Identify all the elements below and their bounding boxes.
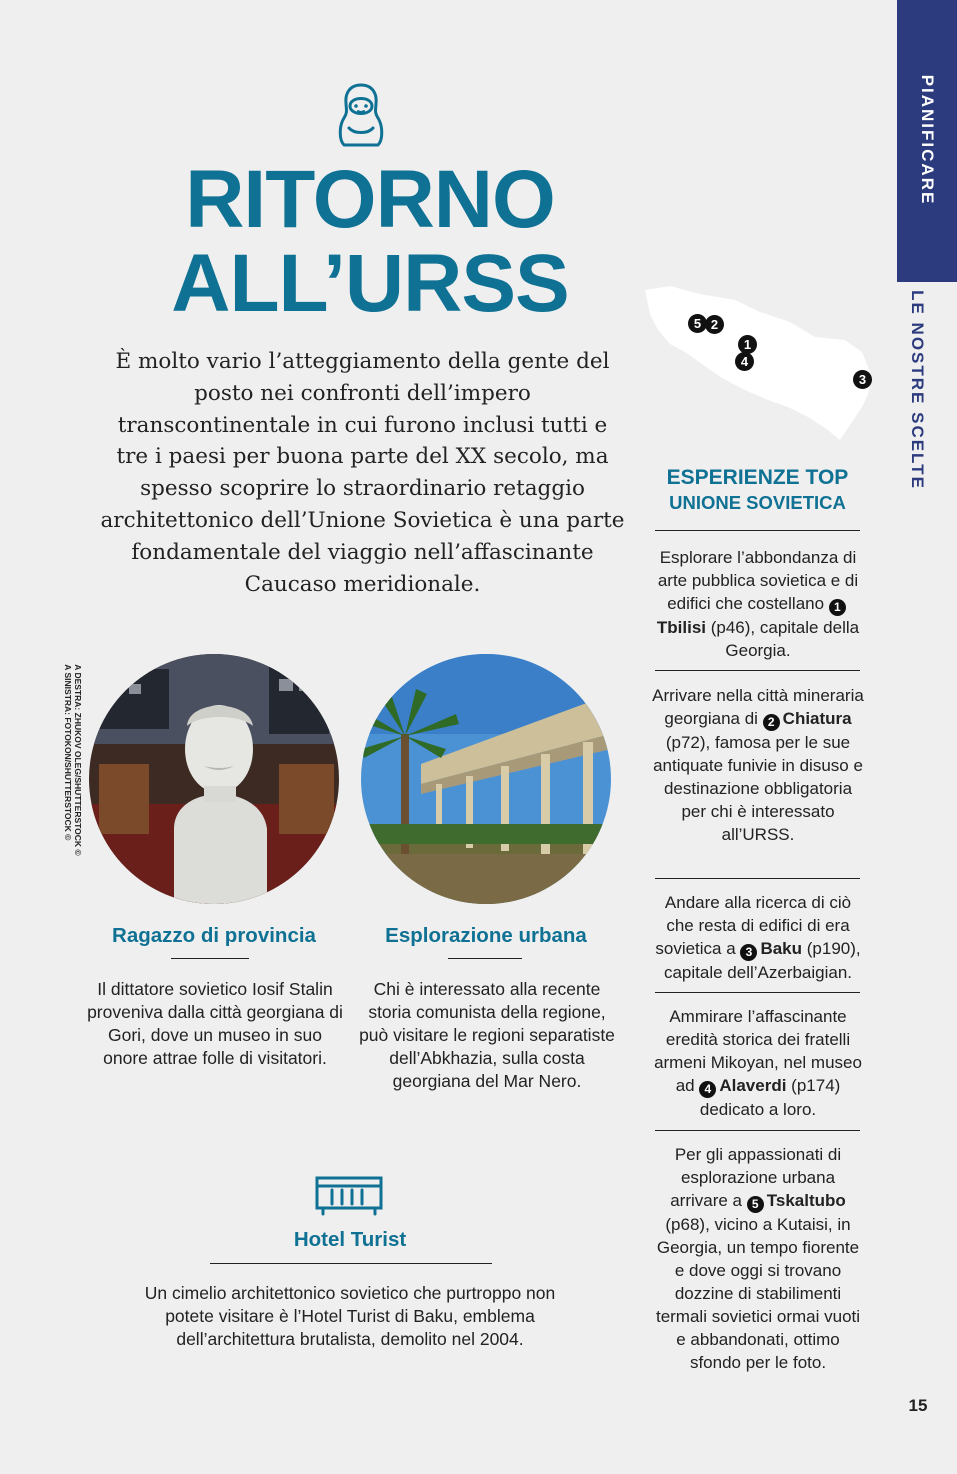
caucasus-map — [640, 282, 880, 442]
experience-text: Per gli appassionati di esplorazione urbana arrivare a — [670, 1145, 842, 1210]
experience-item — [652, 1143, 864, 1374]
section-divider — [448, 958, 522, 959]
subsection-tab-label: LE NOSTRE SCELTE — [908, 290, 927, 490]
experience-number: 5 — [747, 1196, 764, 1213]
stalin-bust-illustration — [89, 654, 339, 904]
map-marker: 4 — [735, 352, 754, 371]
page-title — [150, 154, 590, 329]
experience-item — [652, 546, 864, 662]
section-body-esplorazione: Chi è interessato alla recente storia comunista della regione, può visitare le regioni separatiste dell’Abkhazia, sulla costa georgiana del Mar Nero. — [359, 979, 615, 1091]
experience-text: (p46), capitale della Georgia. — [710, 618, 860, 660]
experiences-heading — [655, 465, 860, 515]
experience-text: (p68), vicino a Kutaisi, in Georgia, un tempo fiorente e dove oggi si trovano dozzine di stabilimenti termali sovietici ormai vuoti e abbandonati, ottimo sfondo per le foto. — [655, 1215, 861, 1372]
section-divider — [171, 958, 249, 959]
experience-number: 1 — [829, 599, 846, 616]
experience-item — [652, 1005, 864, 1121]
map-marker: 1 — [738, 335, 757, 354]
experience-place: Baku — [760, 939, 803, 958]
page-number: 15 — [908, 1396, 928, 1415]
experience-number: 3 — [740, 944, 757, 961]
experiences-divider — [655, 670, 860, 671]
photo-credit — [63, 664, 83, 855]
map-marker: 3 — [853, 370, 872, 389]
map-marker: 5 — [688, 314, 707, 333]
experience-number: 2 — [763, 714, 780, 731]
hotel-building-icon — [314, 1174, 384, 1218]
experience-text: (p190), capitale dell’Azerbaigian. — [663, 939, 861, 982]
section-divider — [210, 1263, 492, 1264]
section-tab — [897, 0, 957, 282]
experience-place: Alaverdi — [719, 1076, 787, 1095]
section-heading-esplorazione: Esplorazione urbana — [385, 924, 587, 947]
page-title-line1: RITORNO — [185, 154, 555, 245]
section-body-provincia: Il dittatore sovietico Iosif Stalin proveniva dalla città georgiana di Gori, dove un museo in suo onore attrae folle di visitatori. — [87, 979, 343, 1068]
experience-text: Andare alla ricerca di ciò che resta di edifici di era sovietica a — [655, 893, 852, 958]
experience-place: Chiatura — [782, 709, 852, 728]
experience-item — [652, 891, 864, 984]
section-heading-hotel-turist: Hotel Turist — [293, 1228, 407, 1251]
section-body-hotel-turist: Un cimelio architettonico sovietico che purtroppo non potete visitare è l’Hotel Turist di Baku, emblema dell’architettura brutalista, demolito nel 2004. — [144, 1283, 556, 1349]
experience-place: Tskaltubo — [766, 1191, 846, 1210]
experiences-heading-line1: ESPERIENZE TOP — [666, 466, 849, 489]
experience-text: (p72), famosa per le sue antiquate funivie in disuso e destinazione obbligatoria per chi è interessato all’URSS. — [653, 733, 863, 844]
intro-paragraph: È molto vario l’atteggiamento della gente del posto nei confronti dell’impero transcontinentale in cui furono inclusi tutti e tre i paesi per buona parte del XX secolo, ma spesso scoprire lo straordinario retaggio architettonico dell’Unione Sovietica è una parte fondamentale del viaggio nell’affascinante Caucaso meridionale. — [100, 349, 625, 597]
experience-number: 4 — [699, 1081, 716, 1098]
photo-credit-line2: A SINISTRA: FOTOKON/SHUTTERSTOCK © — [63, 664, 73, 841]
experience-text: Esplorare l’abbondanza di arte pubblica sovietica e di edifici che costellano — [657, 548, 859, 613]
subsection-tab — [897, 282, 957, 502]
page-title-line2: ALL’URSS — [171, 238, 569, 329]
section-tab-label: PIANIFICARE — [918, 74, 937, 206]
experiences-divider — [655, 1130, 860, 1131]
experience-text: Arrivare nella città mineraria georgiana di — [652, 686, 864, 728]
experience-text: (p174) dedicato a loro. — [699, 1076, 841, 1119]
experiences-divider — [655, 992, 860, 993]
stalin-bust-photo — [89, 654, 339, 904]
map-marker: 2 — [705, 315, 724, 334]
experiences-divider — [655, 530, 860, 531]
section-heading-provincia: Ragazzo di provincia — [112, 924, 316, 947]
matryoshka-doll-icon — [336, 82, 386, 148]
experience-item — [652, 684, 864, 846]
experiences-heading-line2: UNIONE SOVIETICA — [669, 492, 846, 513]
experience-text: Ammirare l’affascinante eredità storica dei fratelli armeni Mikoyan, nel museo ad — [654, 1007, 862, 1095]
colonnade-ruins-illustration — [361, 654, 611, 904]
experience-place: Tbilisi — [656, 618, 706, 637]
experiences-divider — [655, 878, 860, 879]
photo-credit-line1: A DESTRA: ZHUKOV OLEG/SHUTTERSTOCK © — [73, 664, 83, 856]
colonnade-ruins-photo — [361, 654, 611, 904]
